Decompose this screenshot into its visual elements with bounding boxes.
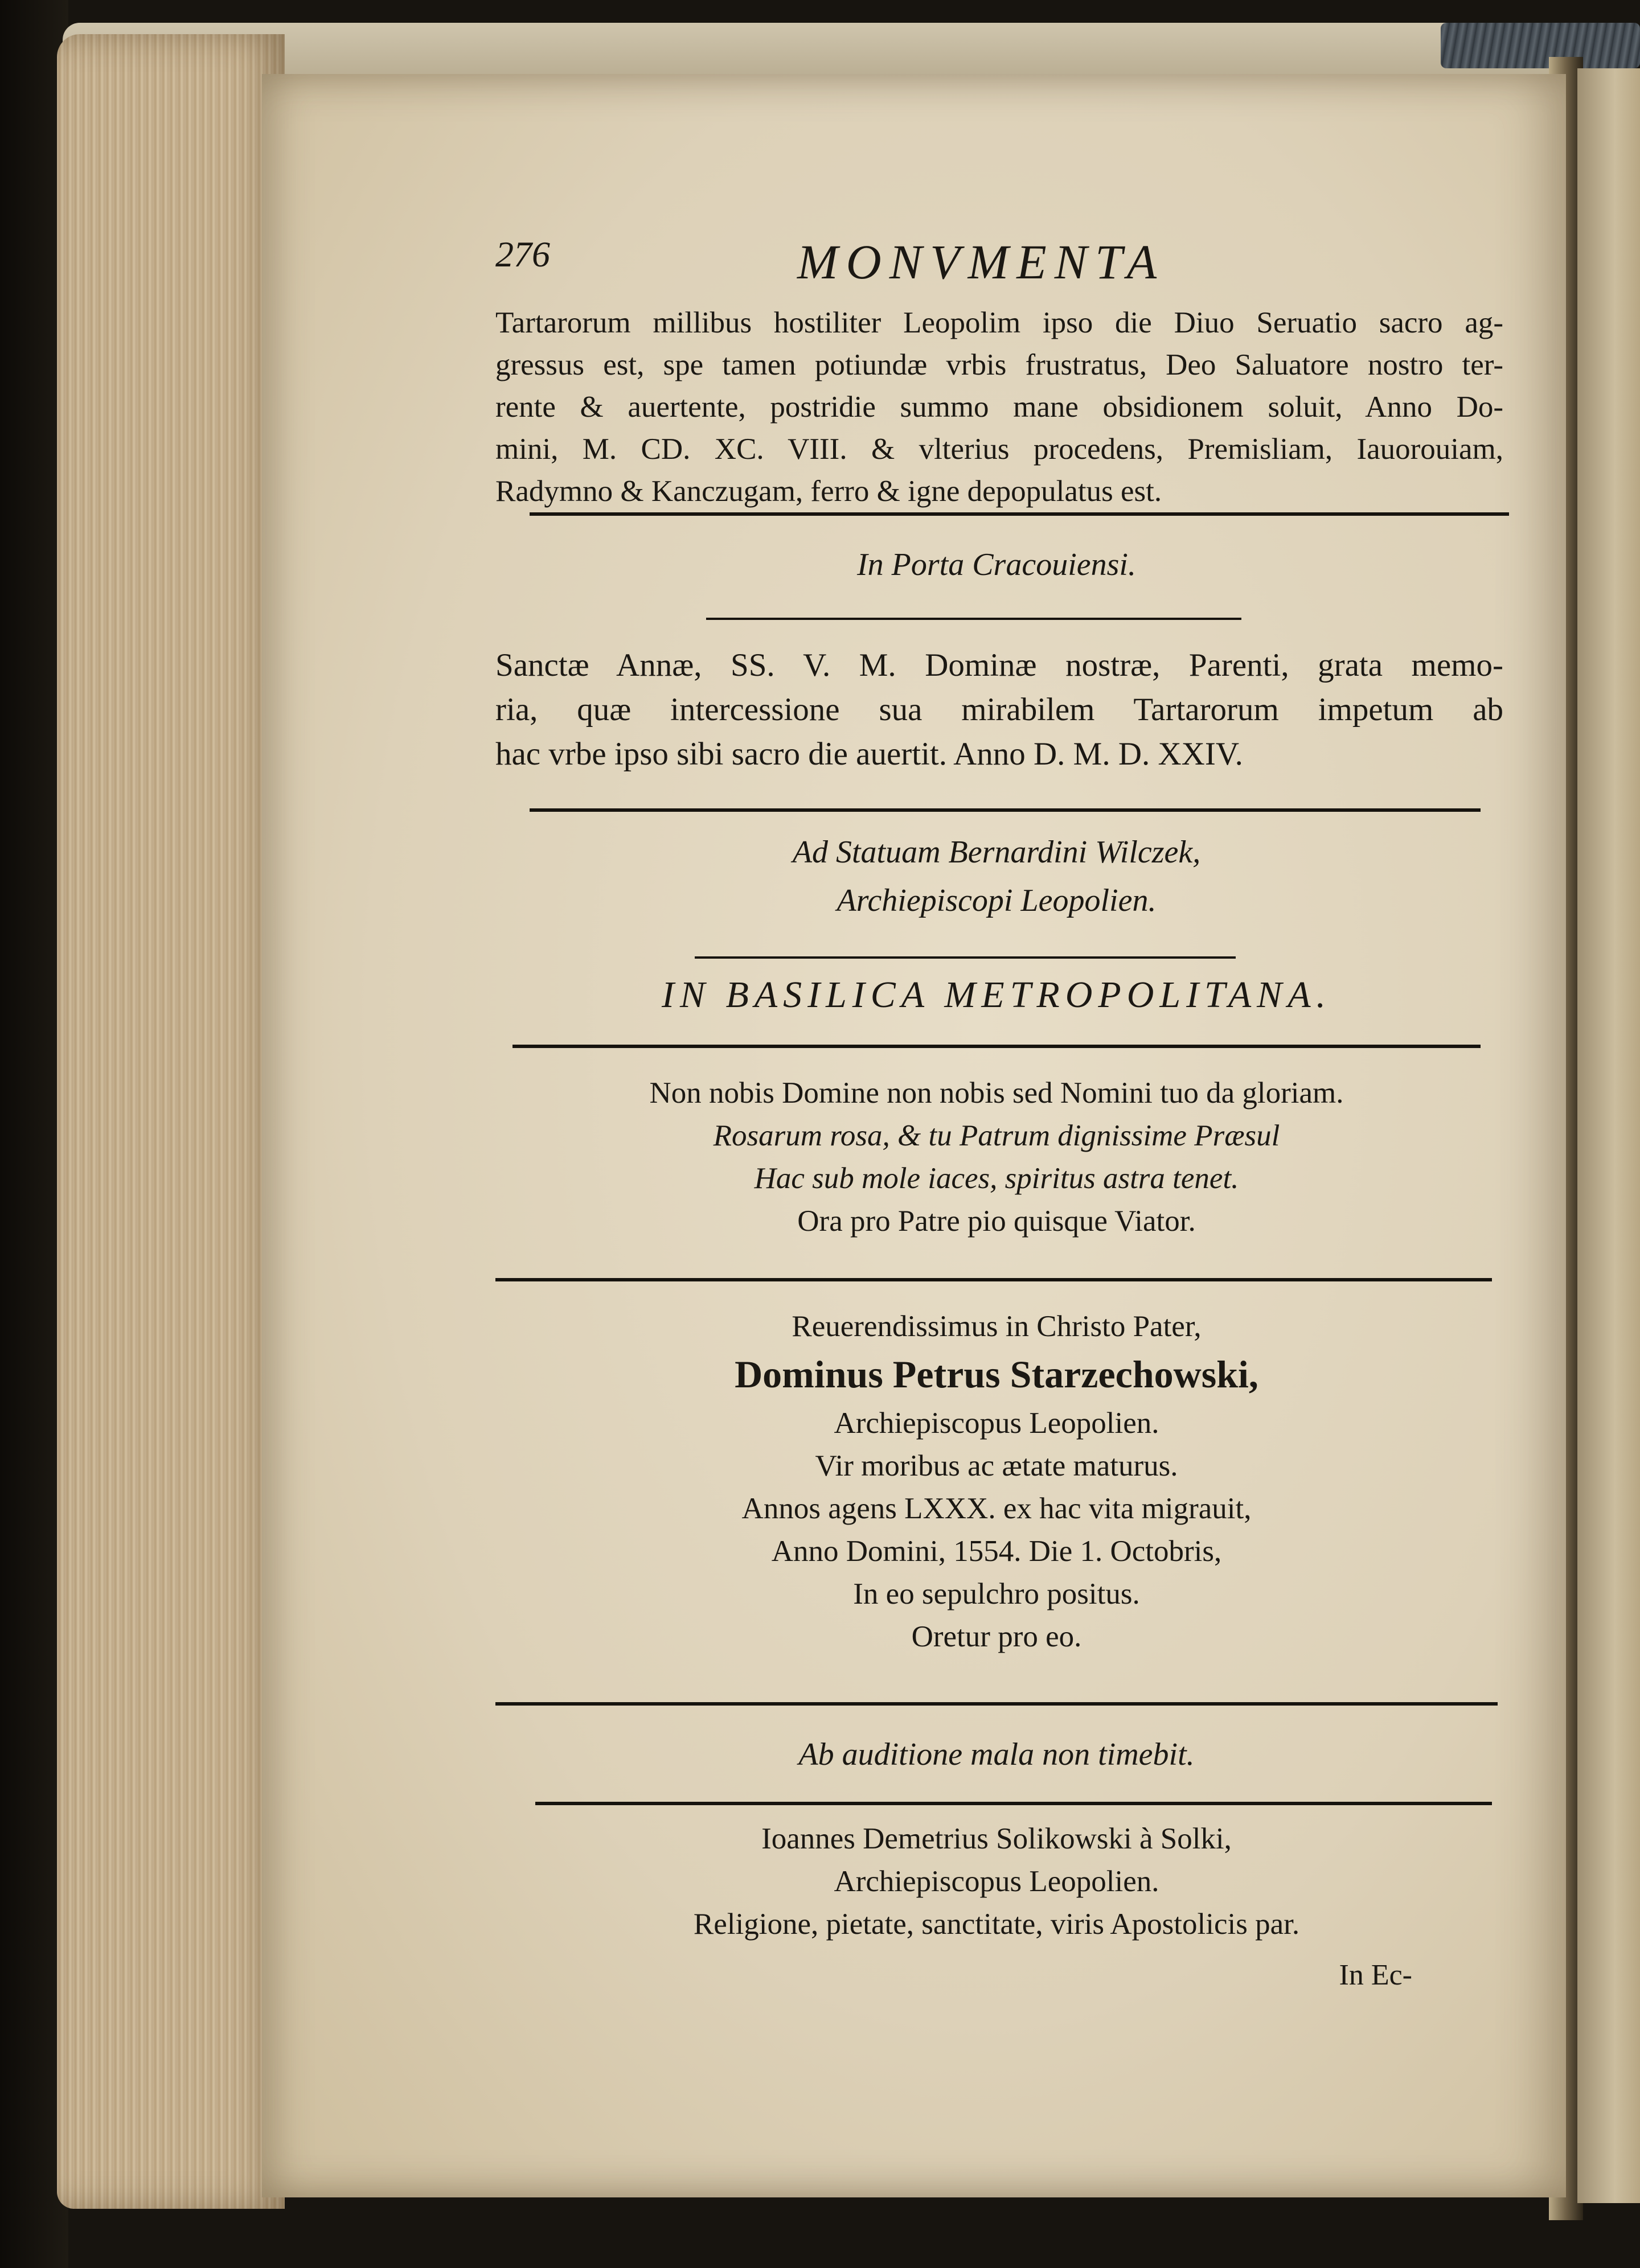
intro-paragraph [495,302,1503,512]
facing-page-edge [1577,68,1640,2203]
running-title: MONVMENTA [797,235,1165,289]
statua-line-1: Ad Statuam Bernardini Wilczek, [792,835,1201,870]
intro-line: mini, M. CD. XC. VIII. & vlterius procedens, Premisliam, Iauorouiam, [495,433,1503,466]
porta-line: Sanctæ Annæ, SS. V. M. Dominæ nostræ, Parenti, grata memo- [495,647,1503,683]
bookmark-ribbon [1441,23,1640,68]
book-cover-edge [63,23,1577,80]
page-block-edges [57,34,285,2209]
epigram-line-4: Ora pro Patre pio quisque Viator. [797,1205,1196,1238]
divider-rule [535,1802,1492,1805]
divider-rule [495,1278,1492,1281]
epitaph-line-5: Annos agens LXXX. ex hac vita migrauit, [741,1492,1252,1525]
epigram-line-1: Non nobis Domine non nobis sed Nomini tuo da gloriam. [649,1077,1344,1110]
page-number: 276 [495,234,550,274]
epigram-line-2: Rosarum rosa, & tu Patrum dignissime Præsul [713,1119,1280,1152]
divider-rule [530,512,1509,516]
epitaph-line-6: Anno Domini, 1554. Die 1. Octobris, [771,1535,1222,1568]
epitaph-line-8: Oretur pro eo. [911,1620,1082,1653]
statua-line-2: Archiepiscopi Leopolien. [837,883,1157,918]
epitaph-line-3: Archiepiscopus Leopolien. [834,1407,1159,1440]
epigram-line-3: Hac sub mole iaces, spiritus astra tenet. [754,1162,1239,1195]
porta-line: ria, quæ intercessione sua mirabilem Tartarorum impetum ab [495,692,1503,728]
epitaph-line-4: Vir moribus ac ætate maturus. [815,1449,1178,1482]
epitaph-name: Dominus Petrus Starzechowski, [735,1353,1258,1396]
book-page [262,74,1566,2197]
basilica-heading: IN BASILICA METROPOLITANA. [661,974,1332,1016]
porta-line: hac vrbe ipso sibi sacro die auertit. Anno D. M. D. XXIV. [495,736,1243,772]
intro-line: Tartarorum millibus hostiliter Leopolim ipso die Diuo Seruatio sacro ag- [495,306,1503,339]
epitaph-line-1: Reuerendissimus in Christo Pater, [792,1310,1202,1343]
divider-rule [706,618,1241,620]
intro-line: gressus est, spe tamen potiundæ vrbis frustratus, Deo Saluatore nostro ter- [495,348,1503,381]
porta-inscription [495,643,1503,776]
divider-rule [530,808,1481,812]
solikowski-line-1: Ioannes Demetrius Solikowski à Solki, [761,1822,1232,1855]
epitaph-line-7: In eo sepulchro positus. [853,1577,1140,1610]
porta-heading: In Porta Cracouiensi. [857,547,1136,582]
motto: Ab auditione mala non timebit. [798,1737,1195,1772]
solikowski-line-2: Archiepiscopus Leopolien. [834,1865,1159,1898]
intro-line: Radymno & Kanczugam, ferro & igne depopulatus est. [495,475,1162,508]
divider-rule [695,956,1236,959]
catchword: In Ec- [1339,1959,1412,1991]
intro-line: rente & auertente, postridie summo mane obsidionem soluit, Anno Do- [495,391,1503,424]
divider-rule [512,1045,1481,1048]
solikowski-line-3: Religione, pietate, sanctitate, viris Apostolicis par. [693,1908,1300,1941]
divider-rule [495,1702,1498,1706]
